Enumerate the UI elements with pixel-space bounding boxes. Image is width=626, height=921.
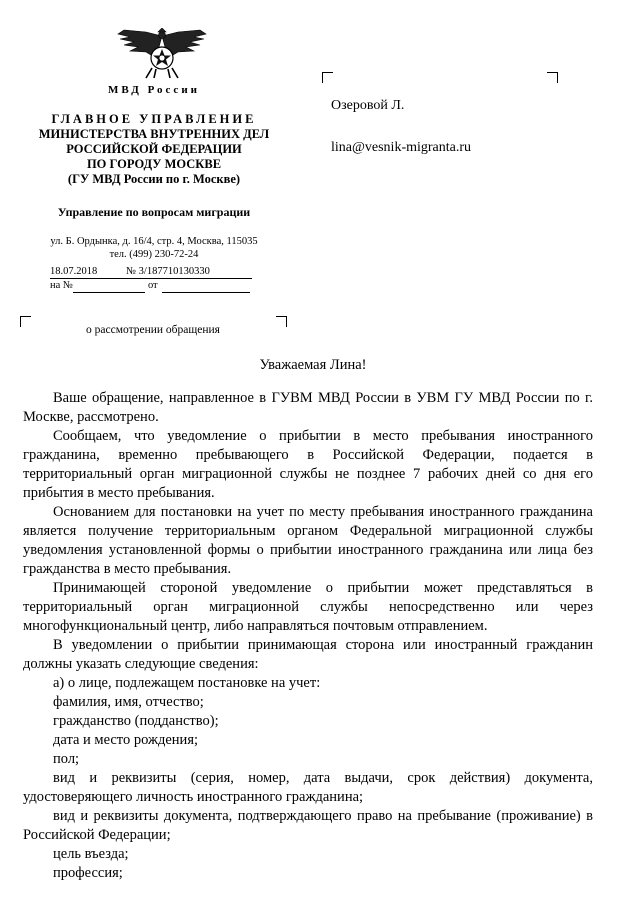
reference-number-blank <box>73 280 145 293</box>
directorate-line-3: РОССИЙСКОЙ ФЕДЕРАЦИИ <box>66 142 242 156</box>
reference-from-label: от <box>147 280 158 291</box>
directorate-line-4: ПО ГОРОДУ МОСКВЕ <box>86 157 222 171</box>
list-item: а) о лице, подлежащем постановке на учет: <box>53 675 321 691</box>
registration-row <box>50 266 252 279</box>
list-item: пол; <box>53 751 80 767</box>
list-item: дата и место рождения; <box>53 732 199 748</box>
directorate-line-5: (ГУ МВД России по г. Москве) <box>67 172 241 186</box>
list-item: вид и реквизиты (серия, номер, дата выдачи, срок действия) документа, удостоверяющего личность иностранного гражданина; <box>23 770 593 805</box>
directorate-line-1: ГЛАВНОЕ УПРАВЛЕНИЕ <box>51 112 257 126</box>
subject-corner-left <box>20 316 31 327</box>
recipient-corner-top-left <box>322 72 333 83</box>
list-item: гражданство (подданство); <box>53 713 219 729</box>
main-directorate-block <box>20 112 288 187</box>
address-block <box>20 236 288 261</box>
department-name: Управление по вопросам миграции <box>57 205 251 219</box>
letter-number: 3/187710130330 <box>138 266 210 277</box>
recipient-name: Озеровой Л. <box>331 98 405 113</box>
number-label: № <box>126 266 137 277</box>
body-paragraph: Основанием для постановки на учет по месту пребывания иностранного гражданина является получение территориальным органом Федеральной миграционной службы уведомления установленной формы о прибытии иностранного гражданина или лица без гражданства в место пребывания. <box>23 504 593 577</box>
phone-line: тел. (499) 230-72-24 <box>109 248 199 260</box>
address-line: ул. Б. Ордынка, д. 16/4, стр. 4, Москва, 115035 <box>50 236 258 247</box>
directorate-line-2: МИНИСТЕРСТВА ВНУТРЕННИХ ДЕЛ <box>38 127 270 141</box>
body-paragraph: Сообщаем, что уведомление о прибытии в место пребывания иностранного гражданина, временно пребывающего в Российской Федерации, подается в территориальный орган миграционной службы не позднее 7 рабочих дней со дня его прибытия в место пребывания. <box>23 428 593 501</box>
double-headed-eagle-emblem-icon <box>116 28 208 80</box>
list-item: профессия; <box>53 865 123 881</box>
letter-subject: о рассмотрении обращения <box>86 324 220 336</box>
body-paragraph: Принимающей стороной уведомление о прибытии может представляться в территориальный орган миграционной службы непосредственно или через многофункциональный центр, либо направляться почтовым отправлением. <box>23 580 593 634</box>
letter-body <box>23 389 593 883</box>
subject-corner-right <box>276 316 287 327</box>
list-item: фамилия, имя, отчество; <box>53 694 204 710</box>
recipient-email: lina@vesnik-migranta.ru <box>331 140 472 155</box>
recipient-corner-top-right <box>547 72 558 83</box>
agency-name: МВД России <box>107 84 200 96</box>
letter-date: 18.07.2018 <box>50 266 126 279</box>
salutation: Уважаемая Лина! <box>259 357 367 373</box>
list-item: цель въезда; <box>53 846 129 862</box>
body-paragraph: В уведомлении о прибытии принимающая сторона или иностранный гражданин должны указать следующие сведения: <box>23 637 593 672</box>
reference-row <box>50 280 250 293</box>
reference-label: на № <box>50 280 73 291</box>
reference-date-blank <box>162 280 250 293</box>
body-paragraph: Ваше обращение, направленное в ГУВМ МВД России в УВМ ГУ МВД России по г. Москве, рассмотрено. <box>23 390 593 425</box>
list-item: вид и реквизиты документа, подтверждающего право на пребывание (проживание) в Российской Федерации; <box>23 808 593 843</box>
